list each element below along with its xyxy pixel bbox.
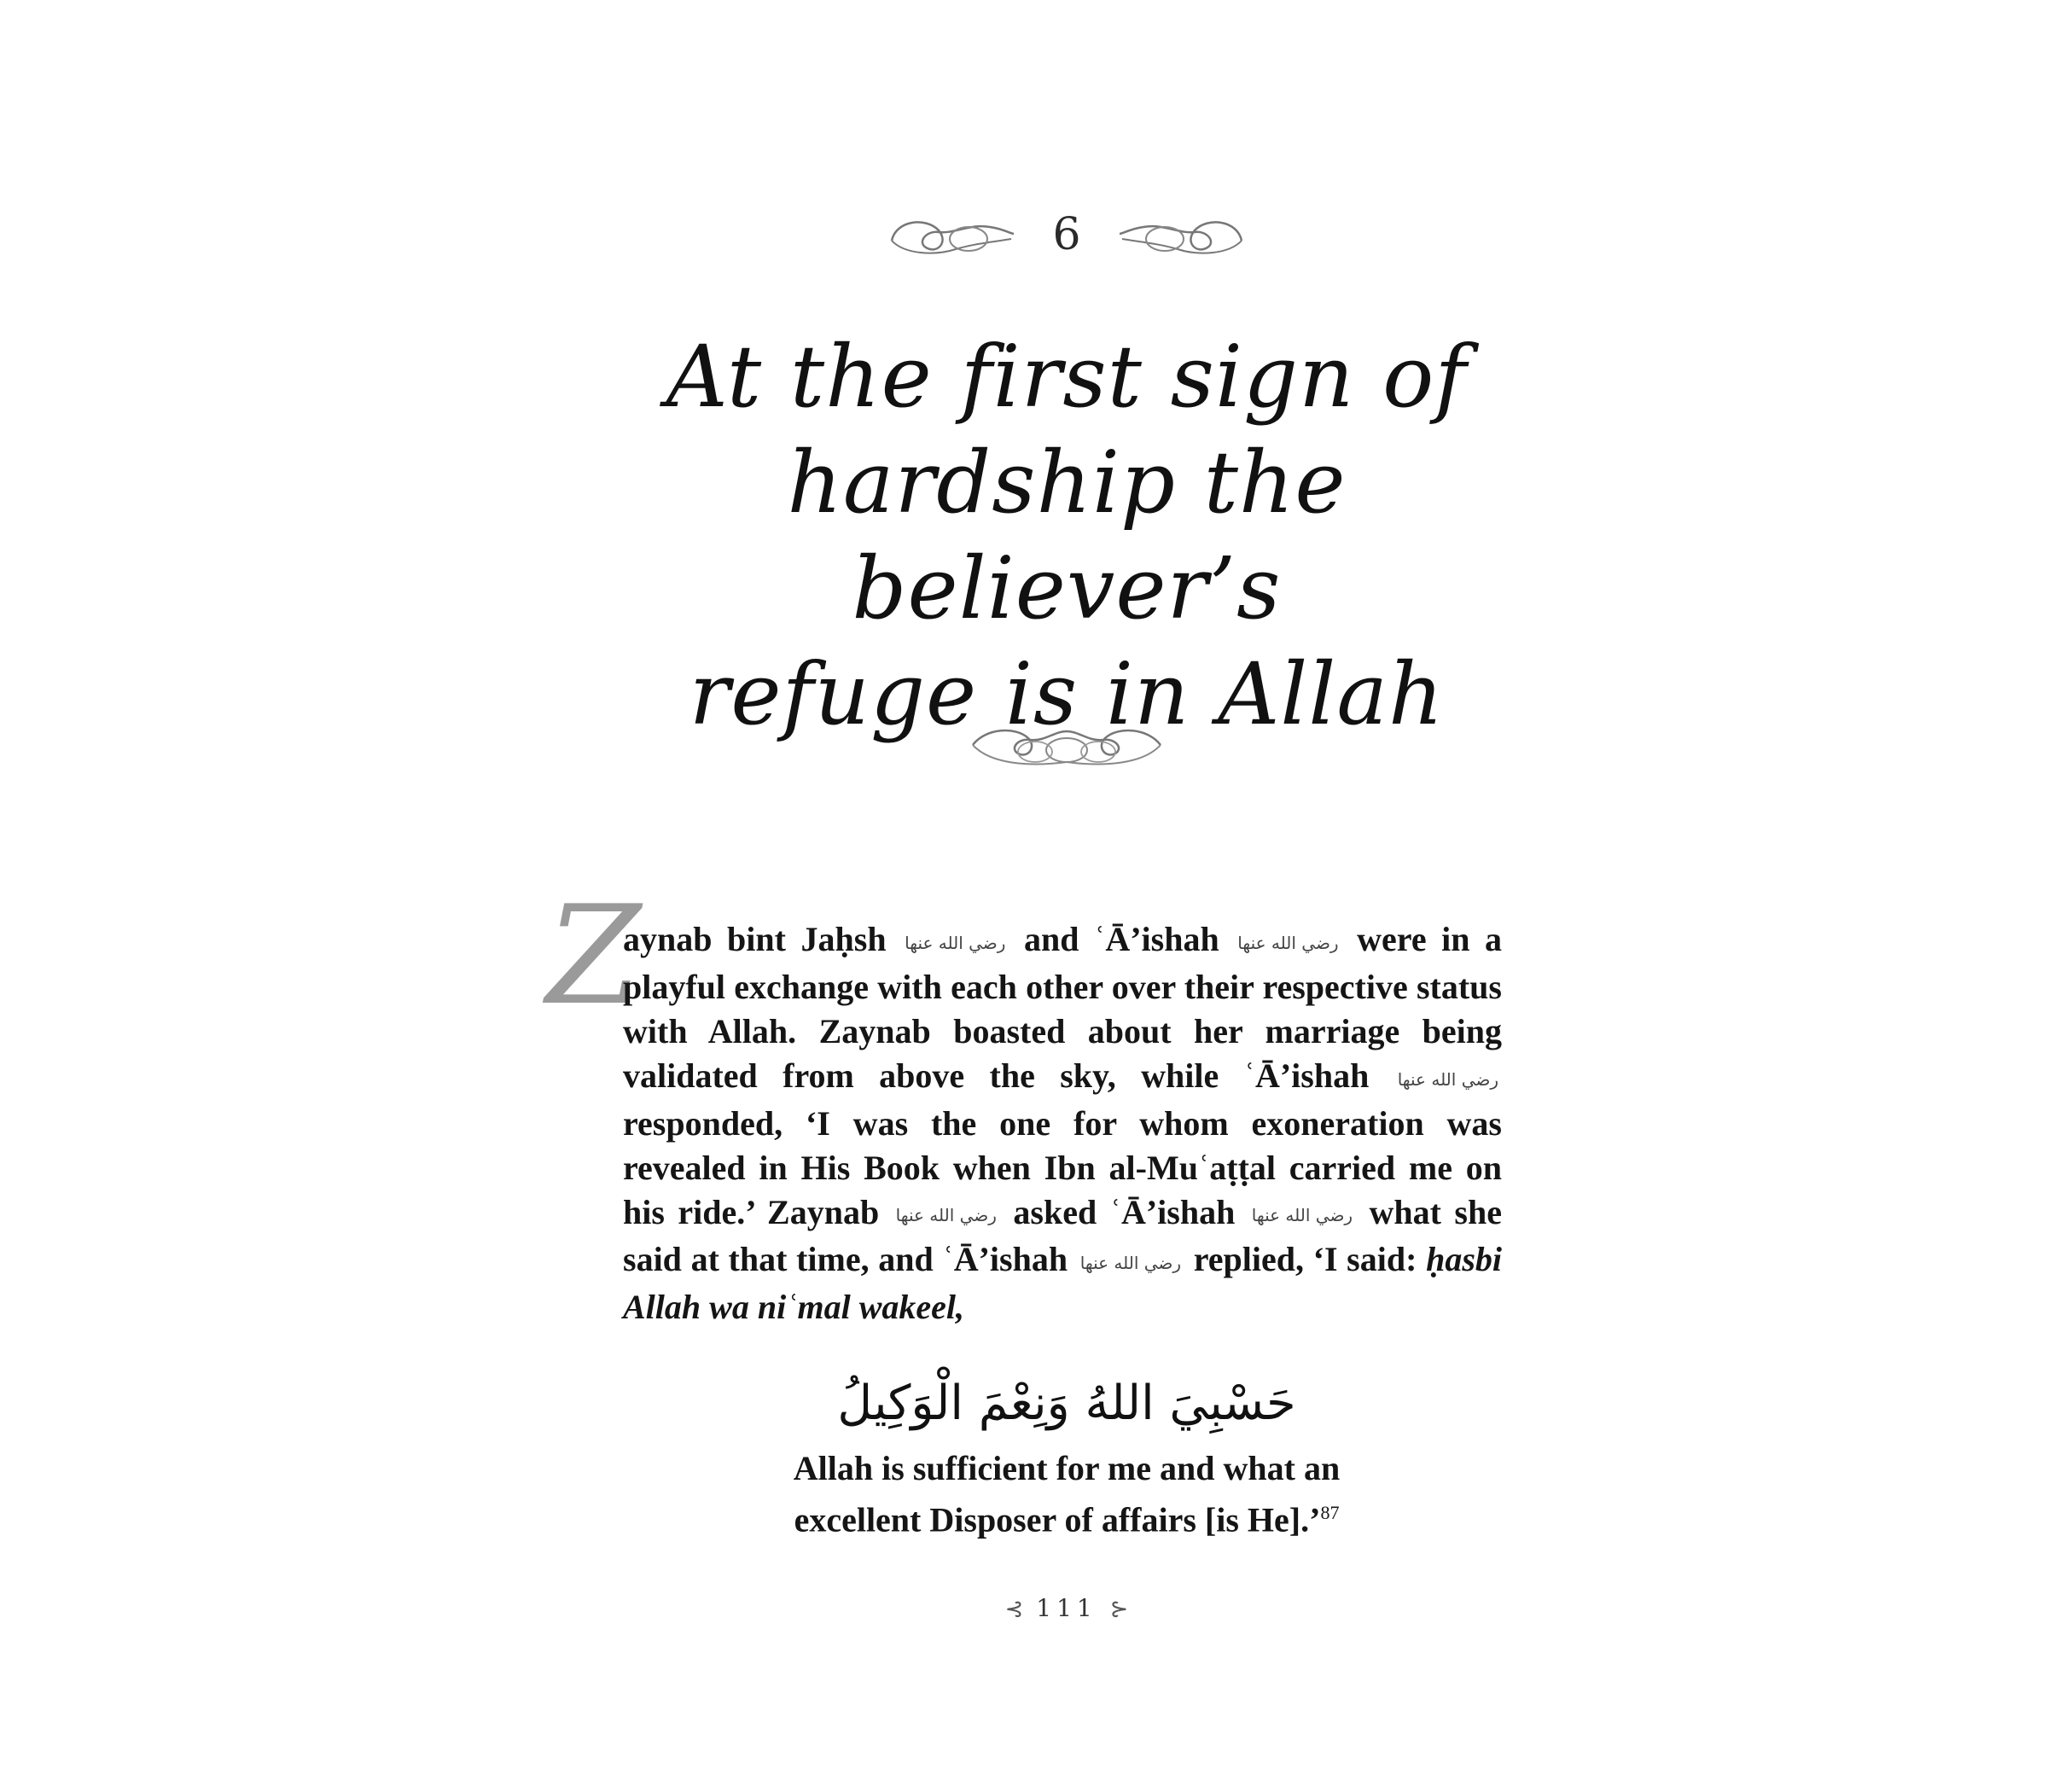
right-ornament-icon: ⊱ — [1109, 1597, 1129, 1622]
right-flourish-ornament — [1118, 205, 1246, 265]
honorific-symbol: رضي الله عنها — [1397, 1068, 1499, 1090]
drop-cap: Z — [546, 876, 642, 1035]
translation — [700, 1446, 1434, 1542]
honorific-symbol: رضي الله عنها — [905, 932, 1006, 953]
left-ornament-icon: ⊰ — [1004, 1597, 1024, 1622]
body-text-segment: replied, ‘I said: — [1193, 1240, 1417, 1279]
page-number-folio — [956, 1591, 1178, 1626]
honorific-symbol: رضي الله عنها — [895, 1205, 997, 1226]
honorific-symbol: رضي الله عنها — [1251, 1205, 1353, 1226]
title-divider-ornament — [969, 721, 1165, 772]
page-number: 111 — [1036, 1594, 1097, 1622]
translation-text: excellent Disposer of affairs [is He].’ — [794, 1500, 1321, 1539]
transliteration: ḥasbi Allah wa niʿmal wakeel, — [623, 1240, 1503, 1327]
honorific-symbol: رضي الله عنها — [1079, 1253, 1182, 1274]
body-text-segment: were in a playful exchange with each other over their respective status with Allah. Zaynab boasted about her marriage being validated from above the sky, while ʿĀ’ishah — [623, 920, 1503, 1095]
chapter-number: 6 — [1052, 209, 1081, 260]
arabic-supplication: حَسْبِيَ اللهُ وَنِعْمَ الْوَكِيلُ — [837, 1376, 1296, 1431]
translation-line: Allah is sufficient for me and what an — [793, 1449, 1341, 1487]
chapter-title-line: refuge is in Allah — [689, 644, 1445, 744]
body-text-segment: asked ʿĀ’ishah — [1013, 1192, 1236, 1231]
honorific-symbol: رضي الله عنها — [1237, 932, 1339, 953]
chapter-title — [597, 324, 1536, 748]
body-text-segment: aynab bint Jaḥsh — [623, 920, 887, 958]
footnote-marker: 87 — [1320, 1502, 1340, 1523]
chapter-header — [887, 205, 1246, 265]
translation-line — [700, 1491, 1434, 1542]
body-text-segment: what she said at that time, and ʿĀ’ishah — [623, 1192, 1502, 1279]
body-text-segment: responded, ‘I was the one for whom exoneration was revealed in His Book when Ibn al-Muʿaṭṭal carried me on his ride.’ Zaynab — [623, 1103, 1502, 1231]
body-text-segment: and ʿĀ’ishah — [1023, 920, 1219, 958]
chapter-title-line: At the first sign of — [666, 327, 1468, 427]
chapter-title-line: hardship the believer’s — [787, 433, 1347, 638]
body-paragraph — [623, 917, 1502, 1329]
